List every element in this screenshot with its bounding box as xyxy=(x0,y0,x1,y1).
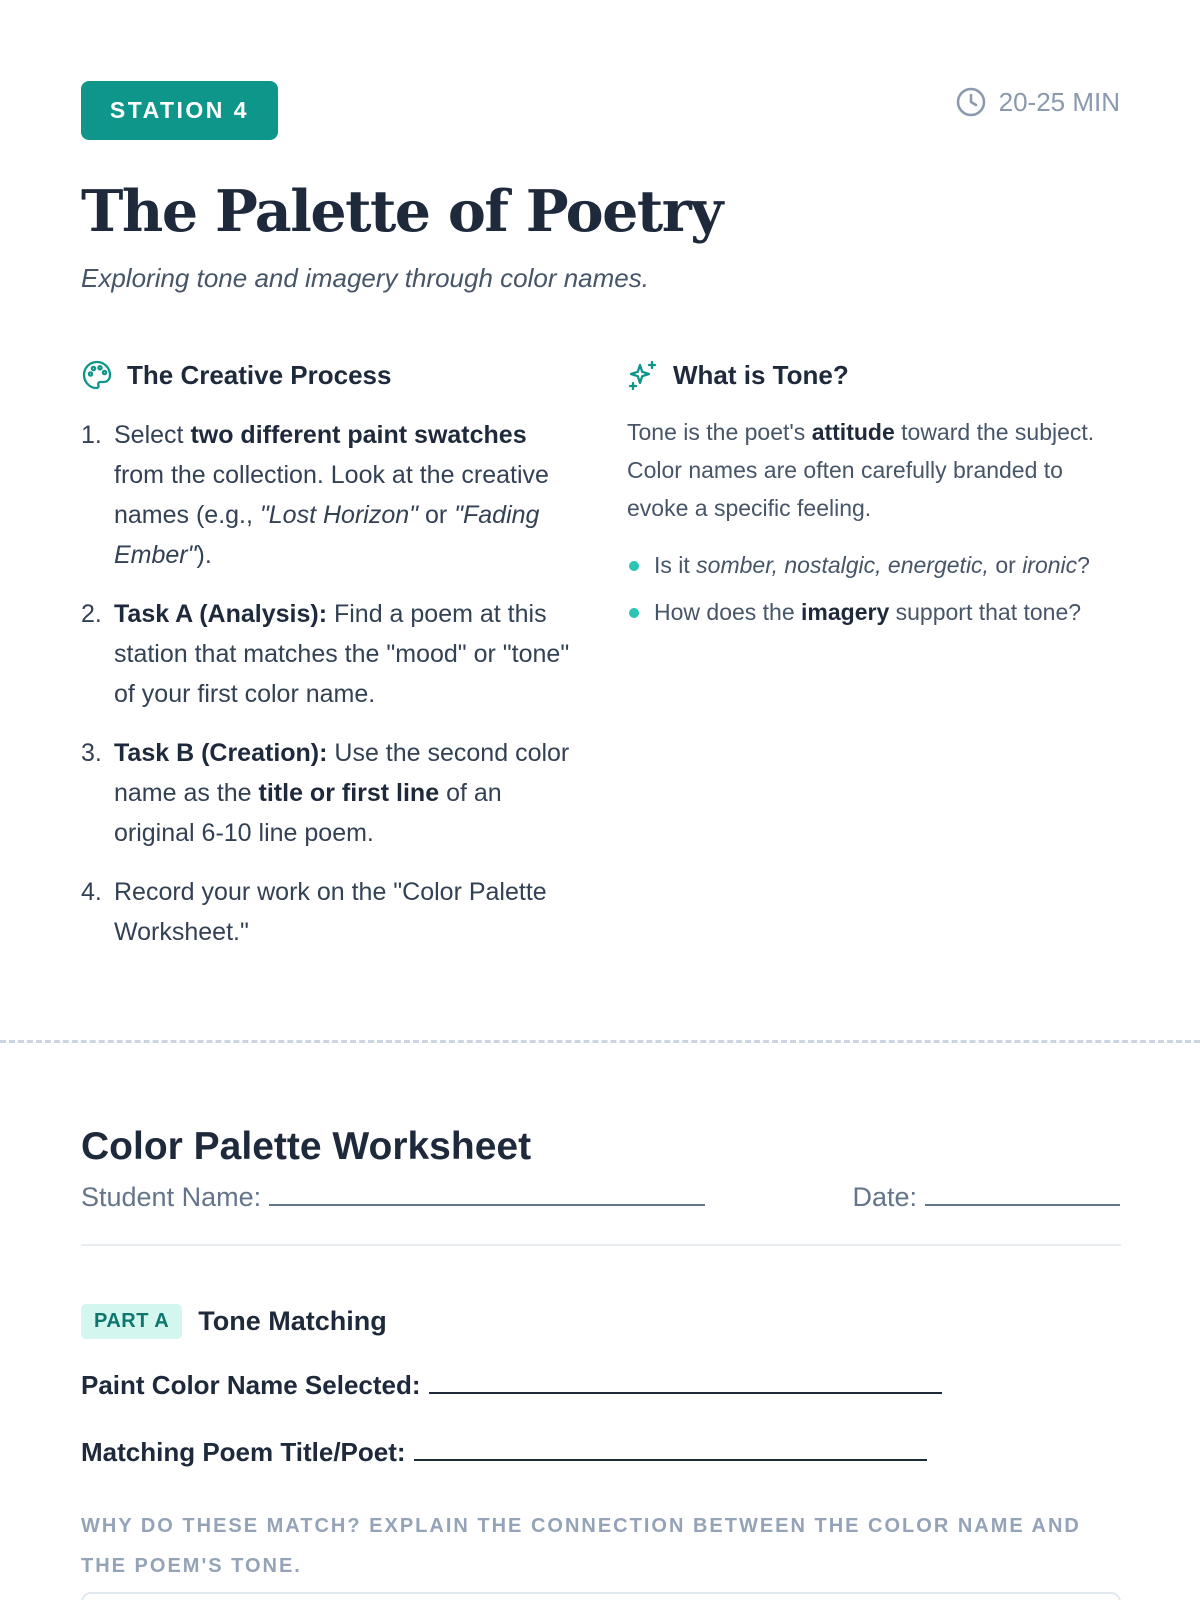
tone-title: What is Tone? xyxy=(673,359,849,390)
example-name: "Lost Horizon" xyxy=(259,501,418,529)
question-emphasis: imagery xyxy=(801,599,890,625)
step-text: Select xyxy=(114,421,191,449)
paint-color-label: Paint Color Name Selected: xyxy=(81,1370,421,1400)
question-emphasis: somber, nostalgic, energetic, xyxy=(696,552,989,578)
tone-text: toward the subject. Color names are often carefully branded to evoke a specific feeling. xyxy=(627,419,1095,521)
list-item xyxy=(81,594,581,714)
paint-color-field[interactable] xyxy=(81,1370,942,1401)
step-emphasis: title or first line xyxy=(258,779,440,807)
step-number: 2. xyxy=(81,600,102,628)
step-text: ). xyxy=(196,541,212,569)
question-text: How does the xyxy=(654,599,802,625)
list-item xyxy=(627,596,1107,629)
worksheet-title: Color Palette Worksheet xyxy=(81,1125,532,1168)
time-estimate xyxy=(955,84,1120,120)
question-text: or xyxy=(988,552,1023,578)
time-label: 20-25 MIN xyxy=(998,86,1120,117)
step-text: Find a poem at this station that matches the "mood" or "tone" of your first color name. xyxy=(114,600,570,708)
student-name-label: Student Name: xyxy=(81,1182,262,1212)
date-blank[interactable] xyxy=(925,1180,1120,1206)
part-tag: PART A xyxy=(81,1304,182,1339)
tone-section xyxy=(627,355,1127,643)
bullet-dot xyxy=(629,608,639,618)
tone-emphasis: attitude xyxy=(811,419,895,445)
student-name-field[interactable] xyxy=(81,1180,705,1213)
step-emphasis: Task B (Creation): xyxy=(114,739,328,767)
date-label: Date: xyxy=(852,1182,917,1212)
clock-icon xyxy=(955,86,987,118)
step-emphasis: Task A (Analysis): xyxy=(114,600,328,628)
example-name: "Fading Ember" xyxy=(114,501,540,569)
explanation-prompt: WHY DO THESE MATCH? EXPLAIN THE CONNECTION BETWEEN THE COLOR NAME AND THE POEM'S TONE. xyxy=(81,1515,1081,1577)
list-item xyxy=(627,549,1107,582)
question-text: ? xyxy=(1077,552,1090,578)
student-name-blank[interactable] xyxy=(269,1180,705,1206)
station-badge: STATION 4 xyxy=(81,81,278,140)
creative-process-heading xyxy=(81,355,581,395)
bullet-dot xyxy=(629,561,639,571)
process-steps xyxy=(81,415,581,952)
paint-color-blank[interactable] xyxy=(429,1372,942,1394)
tone-definition xyxy=(627,413,1097,527)
tone-heading xyxy=(627,355,1127,395)
step-text: or xyxy=(418,501,455,529)
list-item xyxy=(81,415,581,575)
question-text: support that tone? xyxy=(889,599,1082,625)
tone-questions xyxy=(627,549,1127,629)
cut-line-divider xyxy=(0,1040,1200,1043)
part-label: Tone Matching xyxy=(198,1306,387,1336)
question-text: Is it xyxy=(654,552,697,578)
question-emphasis: ironic xyxy=(1022,552,1078,578)
creative-process-section xyxy=(81,355,581,971)
step-text: of an original 6-10 line poem. xyxy=(114,779,502,847)
step-emphasis: two different paint swatches xyxy=(190,421,527,449)
list-item xyxy=(81,872,581,952)
step-text: Use the second color name as the xyxy=(114,739,570,807)
part-a-header xyxy=(81,1304,387,1339)
step-text: Record your work on the "Color Palette Worksheet." xyxy=(114,878,547,946)
sparkles-icon xyxy=(627,359,659,391)
date-field[interactable] xyxy=(852,1180,1120,1213)
poem-title-label: Matching Poem Title/Poet: xyxy=(81,1437,406,1467)
step-number: 4. xyxy=(81,878,102,906)
tone-text: Tone is the poet's xyxy=(627,419,812,445)
step-number: 3. xyxy=(81,739,102,767)
step-text: from the collection. Look at the creative names (e.g., xyxy=(114,461,549,529)
worksheet-divider xyxy=(81,1244,1121,1246)
poem-title-field[interactable] xyxy=(81,1437,927,1468)
creative-process-title: The Creative Process xyxy=(127,359,392,390)
page-subtitle: Exploring tone and imagery through color names. xyxy=(81,263,649,293)
page-title: The Palette of Poetry xyxy=(81,178,722,245)
poem-title-blank[interactable] xyxy=(414,1439,927,1461)
list-item xyxy=(81,733,581,853)
step-number: 1. xyxy=(81,421,102,449)
palette-icon xyxy=(81,359,113,391)
explanation-answer-box[interactable] xyxy=(81,1592,1121,1600)
